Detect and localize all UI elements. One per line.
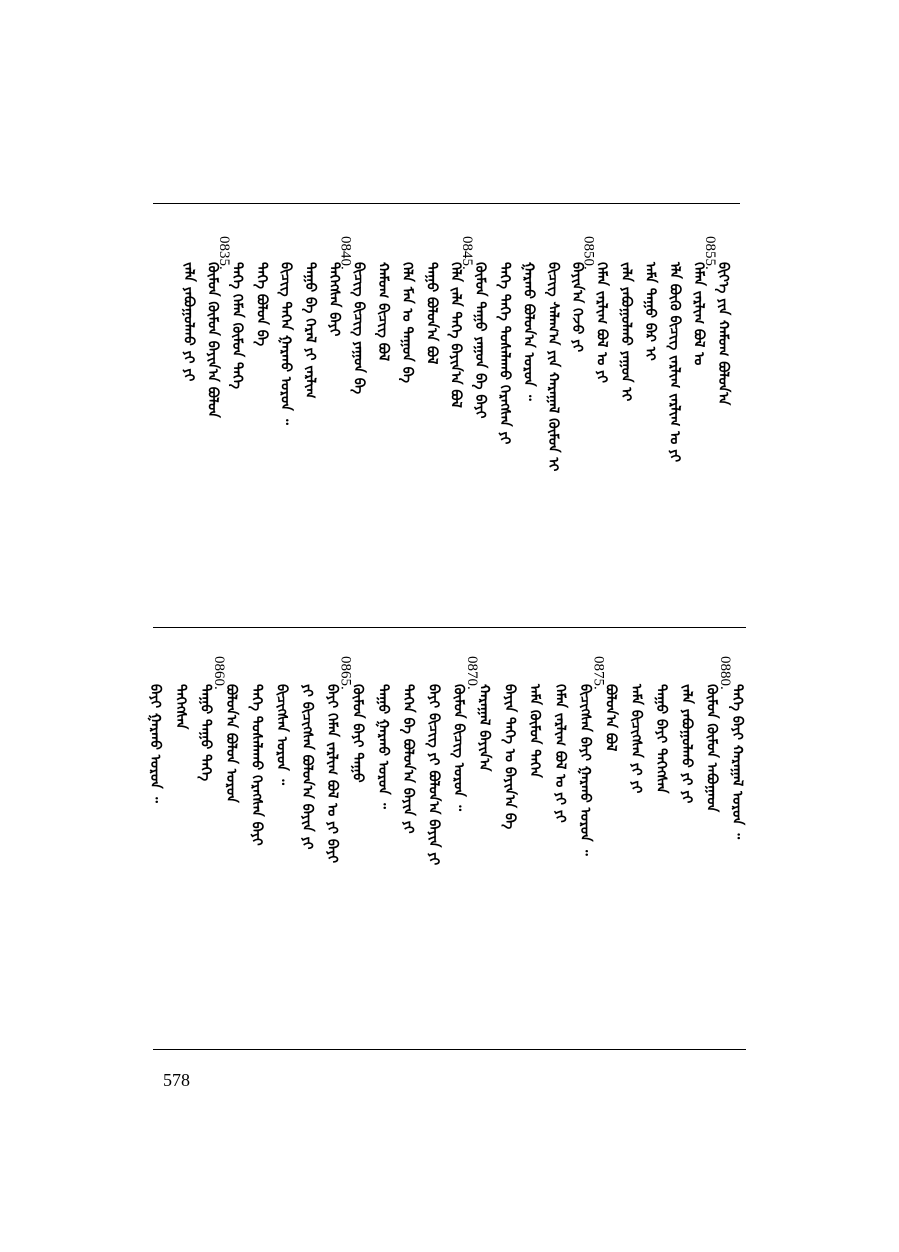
verse-line: ᠪᠢᠶ᠎ᠡ ᠶᠢᠨ ᠬᠠᠮᠤᠭ ᠪᠣᠯᠤᠨ᠎ᠠ [715,262,731,406]
page-number: 578 [163,1070,190,1090]
verse-line: ᠪᠣᠯᠤᠨ᠎ᠠ ᠪᠣᠯᠤᠨ ᠣᠷᠣᠨ [223,684,239,803]
verse-line: ᠬᠡᠯᠡ ᠵᠠᠯᠠ ᠲᠡᠭᠡ ᠪᠠᠶᠢᠨ᠎ᠠ ᠪᠣᠯ [447,262,464,408]
verse-line: ᠬᠦᠮᠦᠨ ᠪᠢᠴᠢᠭ ᠣᠷᠣᠨ ᠃ [450,684,467,811]
line-number: 0880. [717,656,733,690]
verse-line: ᠬᠦᠮᠦᠨ ᠬᠦᠮᠦᠨ ᠪᠠᠶᠢᠨ᠎ᠠ ᠪᠣᠯᠤᠨ [204,262,221,418]
top-rule [153,203,740,204]
verse-line: ᠬᠠᠮᠤᠭ ᠪᠢᠴᠢᠭ᠌ ᠪᠣᠯ [374,262,391,362]
verse-line: ᠪᠠᠶᠢᠨ᠎ᠠ ᠭᠡᠵᠦ ᠶᠢ [569,262,586,353]
verse-line: ᠬᠡᠮᠡᠨ ᠵᠠᠷᠯᠢᠭ ᠪᠣᠯ ᠤ [690,262,707,366]
verse-line: ᠬᠠᠷᠠᠭᠠᠯ ᠪᠠᠶᠢᠨ᠎ᠠ [476,684,492,772]
verse-line: ᠠᠮᠠ ᠳᠠᠭᠤ ᠪᠠᠷ ᠢ [642,262,659,361]
verse-line: ᠲᠡᠭᠡ ᠬᠡᠮᠡᠨ ᠬᠦᠮᠦᠨ ᠲᠡᠭᠡ [229,262,245,389]
verse-line: ᠬᠦᠮᠦᠨ ᠪᠠᠶᠢ ᠳᠠᠭᠤ [349,684,366,783]
verse-line: ᠪᠢᠴᠢᠭ ᠲᠡᠭᠡᠨ ᠭᠠᠷᠬᠤ ᠣᠷᠣᠨ ᠃ [277,262,294,425]
verse-line: ᠳᠠᠭᠤ ᠪᠠ ᠭᠡᠷᠡᠯ ᠶᠢ ᠵᠠᠷᠯᠢᠭ [301,262,318,399]
verse-line: ᠡᠯᠡ ᠪᠦᠬᠦ ᠪᠢᠴᠢᠭ᠌ ᠵᠠᠷᠯᠢᠭ ᠵᠠᠷᠯᠢᠭ ᠤ ᠶᠢ [666,262,683,463]
line-number: 0835. [216,236,232,270]
line-number: 0850. [580,236,597,270]
verse-line: ᠬᠡᠮᠡᠨ ᠵᠠᠷᠯᠢᠭ ᠪᠣᠯ ᠤ ᠶᠢ ᠶᠢ [551,684,568,823]
line-number: 0860. [211,656,227,690]
verse-line: ᠪᠠᠶᠢᠨ ᠲᠡᠭᠡ ᠤ ᠪᠠᠶᠢᠨ᠎ᠠ ᠪᠠ [501,684,518,830]
verse-line: ᠲᠡᠭᠡ ᠲᠤᠰᠠᠯᠠᠬᠤ ᠬᠡᠷᠡᠭᠰᠡᠨ ᠪᠠᠶᠢ [248,684,265,846]
verse-line: ᠪᠣᠯᠤᠨ᠎ᠠ ᠪᠣᠯ [602,684,619,752]
verse-line: ᠪᠠᠶᠢ ᠪᠢᠴᠢᠭ ᠶᠢ ᠪᠣᠯᠤᠨ᠎ᠠ ᠪᠠᠶᠢᠨ ᠶᠢ [425,684,442,866]
verse-line: ᠪᠢᠴᠢᠭᠰᠡᠨ ᠣᠷᠣᠨ ᠃ [273,684,290,785]
verse-line: ᠲᠡᠭᠡᠭᠰᠡᠨ [172,684,189,730]
verse-line: ᠲᠡᠭᠡ ᠪᠣᠯᠤᠨ ᠪᠠ [253,262,270,347]
line-number: 0855. [702,236,718,270]
verse-line: ᠲᠡᠭᠡᠭᠰᠡᠨ ᠪᠠᠶᠢ [326,262,343,337]
verse-line: ᠳᠠᠭᠤ ᠳᠠᠭᠤ ᠲᠡᠭᠡ [197,684,214,782]
line-number: 0870. [464,656,480,690]
line-number: 0875. [590,656,607,690]
line-number: 0865. [337,656,354,690]
line-number: 0845. [459,236,475,270]
middle-rule [153,627,746,628]
verse-line: ᠬᠦᠮᠦᠨ ᠬᠦᠮᠦᠨ ᠠᠪᠤᠭᠠᠳ [703,684,720,813]
verse-line: ᠪᠢᠴᠢᠭᠰᠡᠨ ᠪᠠᠶᠢ ᠭᠠᠷᠬᠤ ᠣᠷᠣᠨ ᠃ [577,684,594,856]
verse-line: ᠲᠡᠭᠡ ᠪᠠᠶᠢ ᠬᠠᠷᠠᠭᠠᠯ ᠣᠷᠣᠨ ᠃ [729,684,745,840]
verse-line: ᠪᠢᠴᠢᠭ ᠪᠢᠴᠢᠭ ᠶᠠᠭᠤᠨ ᠪᠠ [350,262,367,395]
verse-line: ᠵᠠᠯᠠ ᠶᠠᠪᠤᠭᠤᠯᠬᠤ ᠶᠠᠭᠤᠨ ᠢ [617,262,634,402]
verse-line: ᠬᠡᠯᠡ ᠮᠠᠨ ᠤ ᠳᠠᠭᠤᠨ ᠪᠠ [399,262,416,384]
verse-line: ᠳᠠᠭᠤ ᠪᠣᠯᠤᠨ᠎ᠠ ᠪᠣᠯ [423,262,440,365]
verse-line: ᠳᠠᠭᠤ ᠪᠠᠶᠢ ᠲᠡᠭᠡᠭᠰᠡᠨ [653,684,670,794]
verse-line: ᠶᠢ ᠪᠢᠴᠢᠭᠰᠡᠨ ᠪᠣᠯᠤᠨ᠎ᠠ ᠪᠠᠶᠢᠨ ᠶᠢ [298,684,315,850]
bottom-rule [153,1049,746,1050]
verse-line: ᠪᠢᠴᠢᠭ ᠰᠠᠯᠠᠭ᠎ᠠ ᠶᠢᠨ ᠬᠠᠷᠠᠭᠠᠯ ᠬᠦᠮᠦᠨ ᠢ [544,262,561,472]
verse-line: ᠠᠮᠠ ᠪᠢᠴᠢᠭᠰᠡᠨ ᠶᠢ ᠶᠢ [627,684,644,794]
verse-line: ᠳᠠᠭᠤ ᠭᠠᠷᠬᠤ ᠣᠷᠣᠨ ᠃ [374,684,391,809]
verse-line: ᠲᠡᠭᠡ ᠲᠡᠭᠡ ᠲᠤᠰᠠᠯᠠᠬᠤ ᠬᠡᠷᠡᠭᠰᠡᠨ ᠶᠢ [496,262,513,445]
verse-line: ᠠᠮᠠ ᠬᠦᠮᠦᠨ ᠲᠡᠭᠡᠨ [526,684,543,778]
verse-line: ᠲᠡᠭᠡᠨ ᠪᠠ ᠪᠣᠯᠤᠨ᠎ᠠ ᠪᠠᠶᠢᠨ ᠶᠢ [400,684,417,834]
line-number: 0840. [337,236,354,270]
verse-line: ᠵᠠᠯᠠ ᠶᠠᠪᠤᠭᠤᠯᠬᠤ ᠶᠢ ᠶᠢ [678,684,695,804]
verse-line: ᠬᠡᠮᠡᠨ ᠵᠠᠷᠯᠢᠭ ᠪᠣᠯ ᠤ ᠶᠢ [593,262,610,384]
verse-line: ᠵᠠᠯᠠ ᠶᠠᠪᠤᠭᠤᠯᠬᠤ ᠶᠢ ᠶᠢ [180,262,197,382]
verse-line: ᠭᠠᠷᠬᠤ ᠪᠣᠯᠤᠨ᠎ᠠ ᠣᠷᠣᠨ ᠃ [520,262,537,401]
verse-line: ᠪᠠᠶᠢ ᠬᠡᠮᠡᠨ ᠵᠠᠷᠯᠢᠭ ᠪᠣᠯ ᠤ ᠶᠢ ᠪᠠᠶᠢ [324,684,341,864]
verse-line: ᠪᠠᠶᠢ ᠭᠠᠷᠬᠤ ᠣᠷᠣᠨ ᠃ [147,684,164,803]
verse-line: ᠬᠦᠮᠦᠨ ᠳᠠᠭᠤ ᠶᠠᠭᠤᠨ ᠪᠠ ᠪᠠᠶᠢ [472,262,488,419]
